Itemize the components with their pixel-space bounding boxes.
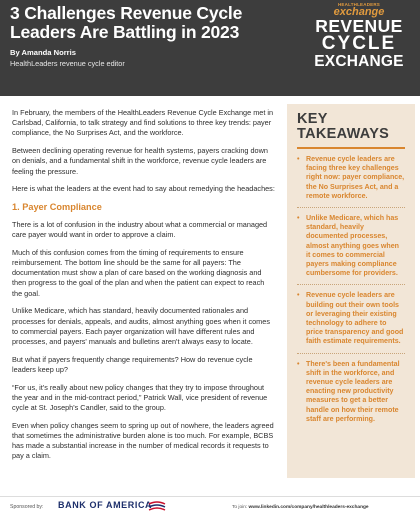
takeaway-text: Revenue cycle leaders are facing three key challenges right now: payer compliance, the No Surprises Act, and a remote workforce.	[306, 155, 405, 200]
body-paragraph: Unlike Medicare, which has standard, heavily documented rationales and processes for denials, appeals, and audits, almost anything goes when it comes to commercial payers. Each payer organization will have different rules and processes, and payers' manuals and bulletins aren't always easy to locate.	[12, 306, 270, 346]
author-byline: By Amanda Norris	[10, 48, 76, 57]
join-label: To join:	[232, 505, 248, 510]
takeaway-text: Revenue cycle leaders are building out their own tools or leveraging their existing technology to adhere to price transparency and good faith estimate requirements.	[306, 291, 404, 346]
bullet-icon: •	[297, 359, 300, 368]
takeaway-text: Unlike Medicare, which has standard, heavily documented processes, almost anything goes when it comes to commercial payers making compliance cumbersome for providers.	[306, 214, 400, 278]
takeaway-separator	[297, 284, 405, 285]
join-link[interactable]	[232, 505, 369, 510]
takeaways-list	[297, 155, 405, 424]
sponsor-name: BANK OF AMERICA	[58, 500, 153, 510]
article-body	[12, 108, 276, 469]
logo-line-cycle: CYCLE	[321, 33, 397, 54]
logo-exchange-script: exchange	[333, 6, 385, 18]
takeaway-item	[297, 291, 405, 346]
logo-brand: HEALTHLEADERS	[337, 2, 381, 7]
takeaway-item	[297, 214, 405, 278]
header-banner	[0, 0, 420, 96]
body-paragraph: “For us, it's really about new policy changes that they try to impose throughout the year and in the mid-contract period,” Patrick Wall, vice president of revenue cycle at St. Joseph's Candler, said to the group.	[12, 382, 268, 412]
section-heading-payer-compliance: 1. Payer Compliance	[12, 201, 102, 212]
takeaway-separator	[297, 353, 405, 354]
revenue-cycle-exchange-logo	[305, 2, 413, 82]
logo-line-revenue: REVENUE	[315, 16, 403, 36]
sponsored-by-label: Sponsored by:	[10, 504, 44, 510]
takeaway-item	[297, 155, 405, 201]
intro-paragraph: Between declining operating revenue for health systems, payers cracking down on denials, and a fundamental shift in the workforce, revenue cycle leaders are feeling the pressure.	[12, 146, 268, 176]
body-paragraph: But what if payers frequently change requirements? How do revenue cycle leaders keep up?	[12, 354, 253, 374]
key-takeaways-title-line1: KEY	[297, 111, 328, 127]
author-role: HealthLeaders revenue cycle editor	[10, 59, 125, 68]
body-paragraph: Much of this confusion comes from the timing of requirements to ensure reimbursement. The bottom line should be the same for all payers: The documentation must show a plan of care based on the working diagnosis and then progress to the goal of the plan and when the patient can expect to reach the goal.	[12, 247, 265, 298]
key-takeaways-panel	[287, 104, 415, 478]
takeaway-item	[297, 360, 405, 424]
bullet-icon: •	[297, 291, 300, 300]
key-takeaways-title-line2: TAKEAWAYS	[297, 126, 390, 142]
takeaways-divider	[297, 147, 405, 149]
page-title: 3 Challenges Revenue Cycle Leaders Are Battling in 2023	[10, 3, 243, 42]
logo-line-exchange: EXCHANGE	[314, 53, 404, 70]
intro-paragraph: In February, the members of the HealthLeaders Revenue Cycle Exchange met in Carlsbad, California, to talk strategy and find solutions to three key trends: payer compliance, the No Surprises Act, and the workforce.	[12, 108, 274, 138]
bullet-icon: •	[297, 155, 300, 163]
bank-of-america-flag-icon	[148, 500, 166, 512]
body-paragraph: Even when policy changes seem to spring up out of nowhere, the leaders agreed that sometimes the administrative burden alone is too much. For example, BCBS has made a substantial increase in the number of medical records it requests to pay a claim.	[12, 420, 274, 461]
page-footer	[0, 496, 420, 517]
body-paragraph: There is a lot of confusion in the industry about what a commercial or managed care payer would want in order to approve a claim.	[12, 219, 268, 240]
intro-paragraph: Here is what the leaders at the event had to say about remedying the headaches:	[12, 184, 275, 194]
join-url[interactable]: www.linkedin.com/company/healthleaders-exchange	[248, 505, 369, 510]
bullet-icon: •	[297, 214, 300, 223]
takeaway-separator	[297, 207, 405, 208]
takeaway-text: There's been a fundamental shift in the workforce, and revenue cycle leaders are enacting new productivity measures to get a better handle on how their remote staff are performing.	[306, 359, 400, 423]
